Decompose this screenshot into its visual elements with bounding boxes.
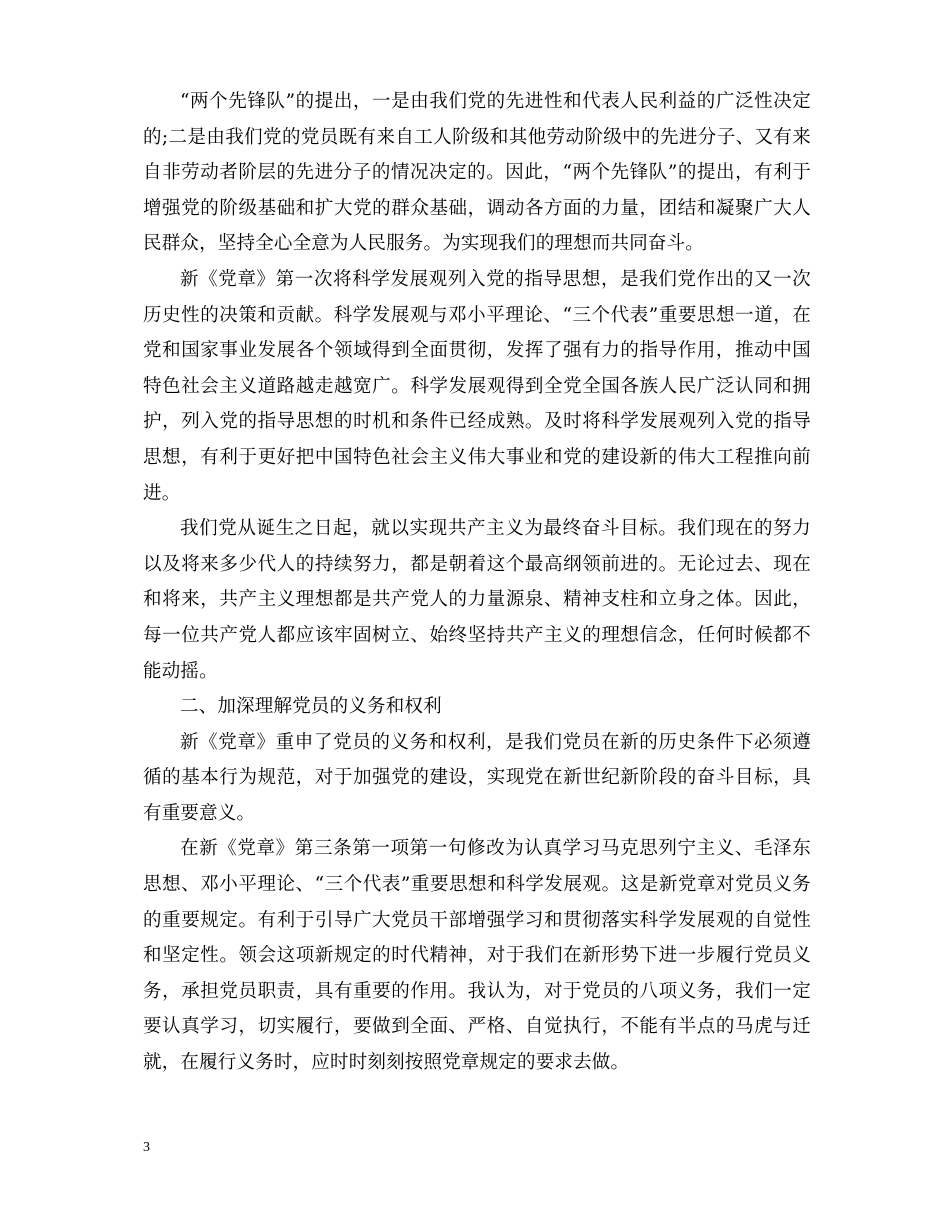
paragraph-article-three: 在新《党章》第三条第一项第一句修改为认真学习马克思列宁主义、毛泽东思想、邓小平理论、“三个代表”重要思想和科学发展观。这是新党章对党员义务的重要规定。有利于引导广大党员干部增强学习和贯彻落实科学发展观的自觉性和坚定性。领会这项新规定的时代精神，对于我们在新形势下进一步履行党员义务，承担党员职责，具有重要的作用。我认为，对于党员的八项义务，我们一定要认真学习，切实履行，要做到全面、严格、自觉执行，不能有半点的马虎与迁就，在履行义务时，应时时刻刻按照党章规定的要求去做。 xyxy=(143,838,811,1074)
section-heading: 二、加深理解党员的义务和权利 xyxy=(180,696,442,718)
page-number: 3 xyxy=(143,1140,150,1155)
paragraph-communist-ideal: 我们党从诞生之日起，就以实现共产主义为最终奋斗目标。我们现在的努力以及将来多少代人的持续努力，都是朝着这个最高纲领前进的。无论过去、现在和将来，共产主义理想都是共产党人的力量源泉、精神支柱和立身之体。因此，每一位共产党人都应该牢固树立、始终坚持共产主义的理想信念，任何时候都不能动摇。 xyxy=(143,518,811,682)
paragraph-scientific-outlook: 新《党章》第一次将科学发展观列入党的指导思想，是我们党作出的又一次历史性的决策和贡献。科学发展观与邓小平理论、“三个代表”重要思想一道，在党和国家事业发展各个领域得到全面贯彻，发挥了强有力的指导作用，推动中国特色社会主义道路越走越宽广。科学发展观得到全党全国各族人民广泛认同和拥护，列入党的指导思想的时机和条件已经成熟。及时将科学发展观列入党的指导思想，有利于更好把中国特色社会主义伟大事业和党的建设新的伟大工程推向前进。 xyxy=(143,268,811,504)
document-body xyxy=(143,84,811,1081)
paragraph-two-vanguards: “两个先锋队”的提出，一是由我们党的先进性和代表人民利益的广泛性决定的;二是由我们党的党员既有来自工人阶级和其他劳动阶级中的先进分子、又有来自非劳动者阶层的先进分子的情况决定的。因此，“两个先锋队”的提出，有利于增强党的阶级基础和扩大党的群众基础，调动各方面的力量，团结和凝聚广大人民群众，坚持全心全意为人民服务。为实现我们的理想而共同奋斗。 xyxy=(143,91,811,255)
paragraph-duties-rights: 新《党章》重申了党员的义务和权利，是我们党员在新的历史条件下必须遵循的基本行为规范，对于加强党的建设，实现党在新世纪新阶段的奋斗目标，具有重要意义。 xyxy=(143,731,811,824)
